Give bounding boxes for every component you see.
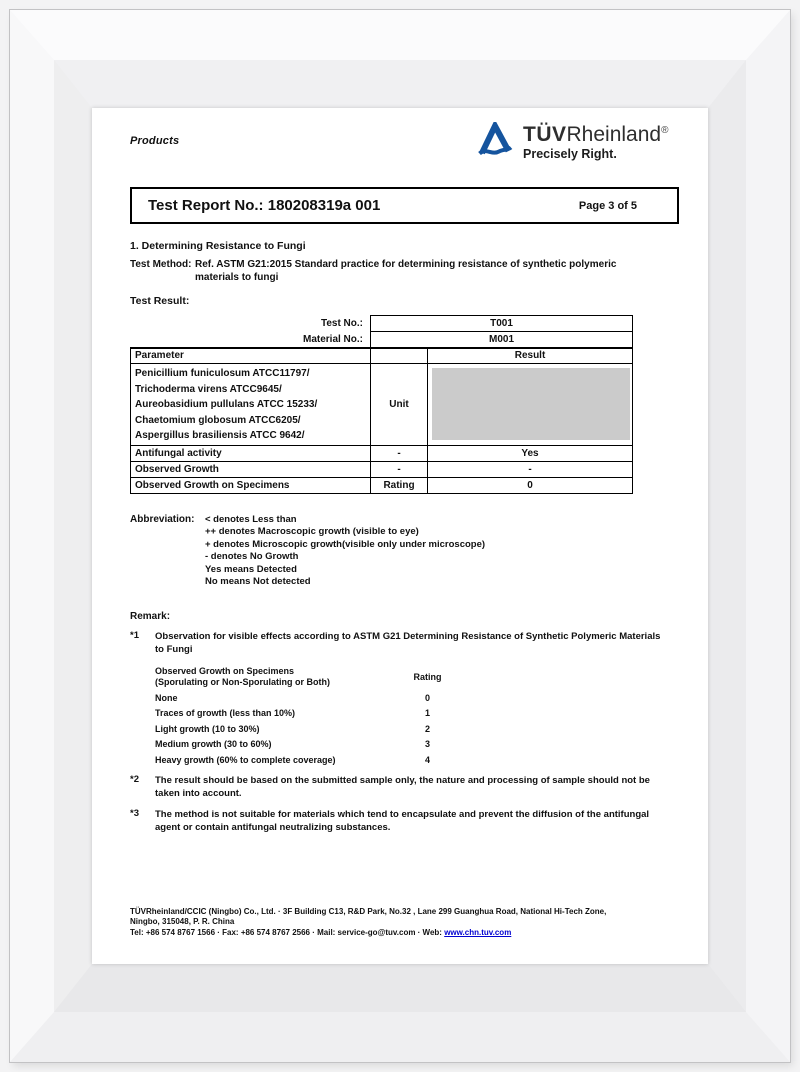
redacted-result-box [432,368,630,440]
material-no-label: Material No.: [302,333,363,345]
fungi-line: Aspergillus brasiliensis ATCC 9642/ [135,430,305,441]
rating-row-value: 0 [424,692,430,703]
table-row [131,316,633,332]
unit-cell: Unit [371,364,428,446]
footer-address-line2: Ningbo, 315048, P. R. China [130,917,235,926]
result-header: Result [428,348,633,364]
brand-rheinland: Rheinland [566,123,662,146]
rating-row-value: 3 [424,739,430,750]
rating-row [155,739,485,750]
abbreviation-section [130,514,680,590]
remark-marker: *2 [130,773,139,785]
rating-row-label: None [155,692,178,703]
remark-text: The method is not suitable for materials which tend to encapsulate and prevent the diffusion of the antifungal agent or contain antifungal neutralizing substances. [155,808,650,833]
result-cell [428,364,633,446]
remark-text: The result should be based on the submitted sample only, the nature and processing of sample should not be taken into account. [155,774,650,799]
abbreviation-line: Yes means Detected [205,563,297,575]
rating-row-label: Traces of growth (less than 10%) [155,708,296,719]
test-method-label: Test Method: [130,259,192,270]
report-page [92,108,708,964]
rating-header-line: Observed Growth on Specimens [155,666,295,677]
rating-row [155,724,485,735]
rating-row-value: 2 [424,723,430,734]
rating-row [155,755,485,766]
abbreviation-lines [205,514,485,590]
brand-name [523,120,668,146]
test-method-text: Ref. ASTM G21:2015 Standard practice for determining resistance of synthetic polymeric materials to fungi [195,259,617,283]
fungi-line: Trichoderma virens ATCC9645/ [135,383,282,395]
footer [130,907,686,939]
table-row [131,445,633,461]
test-no-label: Test No.: [320,318,363,329]
report-number: Test Report No.: 180208319a 001 [148,197,381,214]
footer-contact-line [130,928,686,939]
test-result-label: Test Result: [130,295,190,307]
rating-scale-table [155,666,485,766]
rating-row [155,708,485,719]
page-number: Page 3 of 5 [578,199,637,212]
result-cell: - [428,461,633,477]
result-cell: Yes [428,445,633,461]
fungi-line: Aureobasidium pullulans ATCC 15233/ [135,399,318,410]
parameter-cell: Observed Growth [131,461,371,477]
remark-label: Remark: [130,611,171,623]
brand-text [523,120,668,161]
remark-item [130,630,680,656]
parameter-cell: Antifungal activity [131,445,371,461]
abbreviation-line: + denotes Microscopic growth(visible only under microscope) [205,538,486,550]
table-row [131,364,633,446]
remark-item [130,774,680,800]
table-header-row [131,348,633,364]
unit-cell: - [371,445,428,461]
tuv-triangle-icon [476,122,514,158]
footer-address-line1: TÜVRheinland/CCIC (Ningbo) Co., Ltd. · 3F Building C13, R&D Park, No.32 , Lane 299 Guanghua Road, National Hi-Tech Zone, [130,906,607,916]
remark-marker: *3 [130,807,139,819]
rating-row-value: 1 [424,708,430,719]
brand-tagline: Precisely Right. [523,147,617,161]
abbreviation-line: < denotes Less than [205,513,297,525]
parameter-header: Parameter [131,348,371,364]
unit-cell: - [371,461,428,477]
fungi-line: Penicillium funiculosum ATCC11797/ [135,368,310,379]
test-no-value: T001 [371,316,633,332]
table-row [131,461,633,477]
table-row [131,477,633,493]
test-method-row [130,259,680,284]
remark-item [130,808,680,834]
footer-web-link[interactable]: www.chn.tuv.com [444,927,512,937]
rating-row-label: Heavy growth (60% to complete coverage) [155,754,336,765]
rating-row [155,693,485,704]
products-label: Products [130,135,180,147]
remark-marker: *1 [130,630,139,642]
abbreviation-line: No means Not detected [205,576,311,588]
frame-mat [54,60,746,1012]
abbreviation-line: ++ denotes Macroscopic growth (visible to eye) [205,526,419,538]
rating-row-label: Light growth (10 to 30%) [155,723,260,734]
remark-text: Observation for visible effects according to ASTM G21 Determining Resistance of Synthetic Polymeric Materials to Fungi [155,631,661,656]
fungi-line: Chaetomium globosum ATCC6205/ [135,414,301,426]
fungi-parameter-cell [131,364,371,446]
abbreviation-line: - denotes No Growth [205,551,299,563]
brand-logo [476,120,668,161]
result-cell: 0 [428,477,633,493]
unit-header-empty [371,348,428,364]
test-result-table [130,315,633,494]
report-header-box [130,187,679,224]
rating-header: Rating [413,672,442,683]
picture-frame [10,10,790,1062]
section-title: 1. Determining Resistance to Fungi [130,240,306,252]
rating-table-header [155,666,485,688]
abbreviation-label: Abbreviation: [130,513,195,525]
rating-row-label: Medium growth (30 to 60%) [155,739,272,750]
rating-header-line: (Sporulating or Non-Sporulating or Both) [155,677,330,688]
rating-row-value: 4 [424,754,430,765]
parameter-cell: Observed Growth on Specimens [131,477,371,493]
rating-header-label [155,666,400,688]
registered-mark-icon: ® [661,125,669,136]
brand-tuv: TÜV [523,123,567,146]
footer-contact-text: Tel: +86 574 8767 1566 · Fax: +86 574 8767 2566 · Mail: service-go@tuv.com · Web: [130,927,445,937]
unit-cell: Rating [371,477,428,493]
material-no-value: M001 [371,332,633,348]
table-row [131,332,633,348]
